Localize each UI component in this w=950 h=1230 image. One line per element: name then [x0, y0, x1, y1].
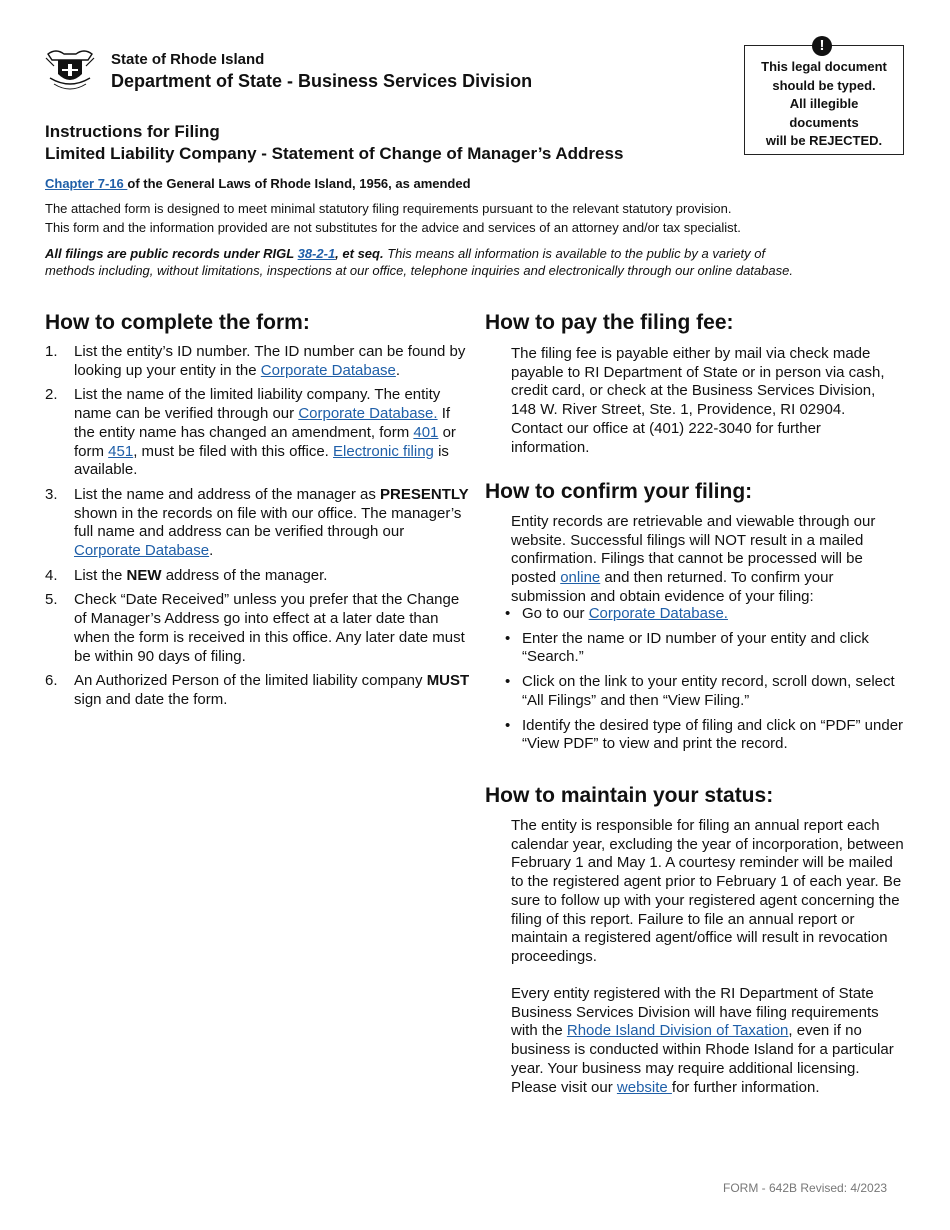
warning-line: documents: [789, 114, 859, 130]
confirm-filing-heading: How to confirm your filing:: [485, 480, 753, 503]
list-item: [505, 673, 905, 710]
list-item: [505, 717, 905, 754]
step-5: [45, 591, 470, 666]
step-text: sign and date the form.: [74, 690, 228, 708]
form-451-link[interactable]: 451: [108, 442, 134, 460]
rigl-prefix: All filings are public records under RIGL: [45, 246, 298, 261]
corporate-database-link[interactable]: Corporate Database: [260, 361, 396, 379]
warning-line: All illegible: [789, 96, 859, 111]
step-text: Check “Date Received” unless you prefer that the Change of Manager’s Address go into effect at a later date than when the form is received in this office. Any later date must be within 90 days of filing.: [74, 591, 465, 665]
step-number: 1.: [45, 343, 58, 360]
public-records-notice: [45, 245, 815, 279]
exclamation-icon: !: [812, 36, 832, 56]
step-number: 2.: [45, 386, 58, 404]
pay-fee-text: The filing fee is payable either by mail via check made payable to RI Department of State or in person via cash, credit card, or check at the Business Services Division, 148 W. River Street, Ste. 1, Providence, RI 02904. Contact our office at (401) 222-3040 for further information.: [511, 345, 885, 456]
step-text: List the: [74, 566, 127, 584]
corporate-database-link[interactable]: Corporate Database.: [298, 405, 438, 423]
step-number: 6.: [45, 672, 58, 690]
complete-form-steps: [45, 343, 470, 716]
intro-text: [45, 199, 825, 237]
list-text: Identify the desired type of filing and click on “PDF” under “View PDF” to view and print the record.: [522, 716, 904, 753]
list-text: Click on the link to your entity record, scroll down, select “All Filings” and then “View Filing.”: [522, 673, 895, 709]
step-3: [45, 486, 470, 561]
intro-line: This form and the information provided are not substitutes for the advice and services of an attorney and/or tax specialist.: [45, 220, 741, 235]
confirm-steps-list: [505, 605, 905, 760]
form-revision-footer: FORM - 642B Revised: 4/2023: [723, 1181, 888, 1195]
step-number: 3.: [45, 485, 58, 503]
bullet: •: [505, 673, 511, 691]
chapter-reference: [45, 176, 471, 191]
step-6: [45, 672, 470, 709]
online-link[interactable]: online: [560, 569, 601, 587]
bullet: •: [505, 716, 511, 734]
state-name: State of Rhode Island: [111, 51, 265, 68]
step-emphasis: MUST: [426, 672, 470, 690]
corporate-database-link[interactable]: Corporate Database.: [588, 605, 728, 622]
step-text: List the name and address of the manager as: [74, 485, 381, 503]
list-item: [505, 630, 905, 667]
status-text: for further information.: [671, 1078, 820, 1096]
step-text: , must be filed with this office.: [133, 442, 334, 460]
chapter-text: of the General Laws of Rhode Island, 1956, as amended: [127, 176, 471, 191]
pay-fee-heading: How to pay the filing fee:: [485, 311, 734, 334]
list-item: [505, 605, 905, 624]
website-link[interactable]: website: [616, 1078, 672, 1096]
division-of-taxation-link[interactable]: Rhode Island Division of Taxation: [566, 1022, 789, 1040]
department-name: Department of State - Business Services Division: [111, 71, 533, 91]
step-text: List the entity’s ID number. The ID number can be found by looking up your entity in the: [74, 343, 466, 379]
maintain-status-heading: How to maintain your status:: [485, 784, 774, 807]
chapter-link[interactable]: Chapter 7-16: [45, 176, 128, 191]
confirm-text: and then returned. To confirm your submission and obtain evidence of your filing:: [511, 569, 834, 605]
form-401-link[interactable]: 401: [413, 423, 439, 441]
warning-line: should be typed.: [772, 77, 876, 93]
bullet: •: [505, 629, 511, 647]
legal-warning-box: [744, 45, 904, 155]
step-emphasis: NEW: [126, 566, 162, 584]
page-title: Instructions for Filing: [45, 122, 220, 141]
step-number: 5.: [45, 591, 58, 609]
taxation-requirements-text: [511, 985, 906, 1097]
step-text: List the name of the limited liability company. The entity name can be verified through our: [74, 386, 441, 423]
step-text: .: [395, 361, 401, 379]
list-text: Enter the name or ID number of your entity and click “Search.”: [522, 629, 869, 666]
rigl-suffix: , et seq.: [335, 246, 384, 261]
step-text: An Authorized Person of the limited liability company: [74, 672, 427, 690]
confirm-text: Entity records are retrievable and viewable through our website. Successful filings will NOT result in a mailed confirmation. Filings that cannot be processed will be posted: [511, 513, 876, 587]
step-text: shown in the records on file with our office. The manager’s full name and address can be verified through our: [74, 504, 462, 541]
maintain-status-text: The entity is responsible for filing an annual report each calendar year, excluding the year of incorporation, between February 1 and May 1. A courtesy reminder will be mailed to the registered agent prior to February 1 of each year. Be sure to follow up with your registered agent concerning the filing of this report. Failure to file an annual report or maintain a registered agent/office will result in revocation proceedings.: [511, 817, 904, 965]
bullet: •: [505, 605, 511, 622]
step-text: If the entity name has changed an amendment, form: [74, 405, 451, 441]
page-subtitle: Limited Liability Company - Statement of Change of Manager’s Address: [45, 144, 624, 163]
corporate-database-link[interactable]: Corporate Database: [74, 542, 210, 560]
step-text: or form: [74, 423, 456, 460]
rigl-text: This means all information is available to the public by a variety of methods including, without limitations, inspections at our office, telephone inquiries and electronically through our online database.: [45, 246, 793, 278]
electronic-filing-link[interactable]: Electronic filing: [333, 442, 434, 460]
step-2: [45, 386, 470, 480]
confirm-filing-text: [511, 513, 901, 607]
warning-line: This legal document: [761, 59, 887, 74]
list-text: Go to our: [522, 605, 589, 622]
state-seal-logo: [44, 44, 96, 92]
status-text: Every entity registered with the RI Department of State Business Services Division will have filing requirements with the: [511, 985, 879, 1040]
status-text: , even if no business is conducted within Rhode Island for a particular year. Your business may require additional licensing. Please visit our: [511, 1022, 894, 1096]
step-4: [45, 567, 470, 586]
complete-form-heading: How to complete the form:: [45, 311, 310, 334]
intro-line: The attached form is designed to meet minimal statutory filing requirements pursuant to the relevant statutory provision.: [45, 201, 732, 216]
step-1: [45, 343, 470, 380]
step-text: is available.: [74, 442, 449, 479]
step-text: address of the manager.: [161, 566, 328, 584]
rigl-link[interactable]: 38-2-1: [297, 246, 336, 261]
step-number: 4.: [45, 566, 58, 584]
step-emphasis: PRESENTLY: [380, 485, 469, 503]
step-text: .: [209, 542, 214, 560]
warning-line: will be REJECTED.: [765, 133, 883, 148]
